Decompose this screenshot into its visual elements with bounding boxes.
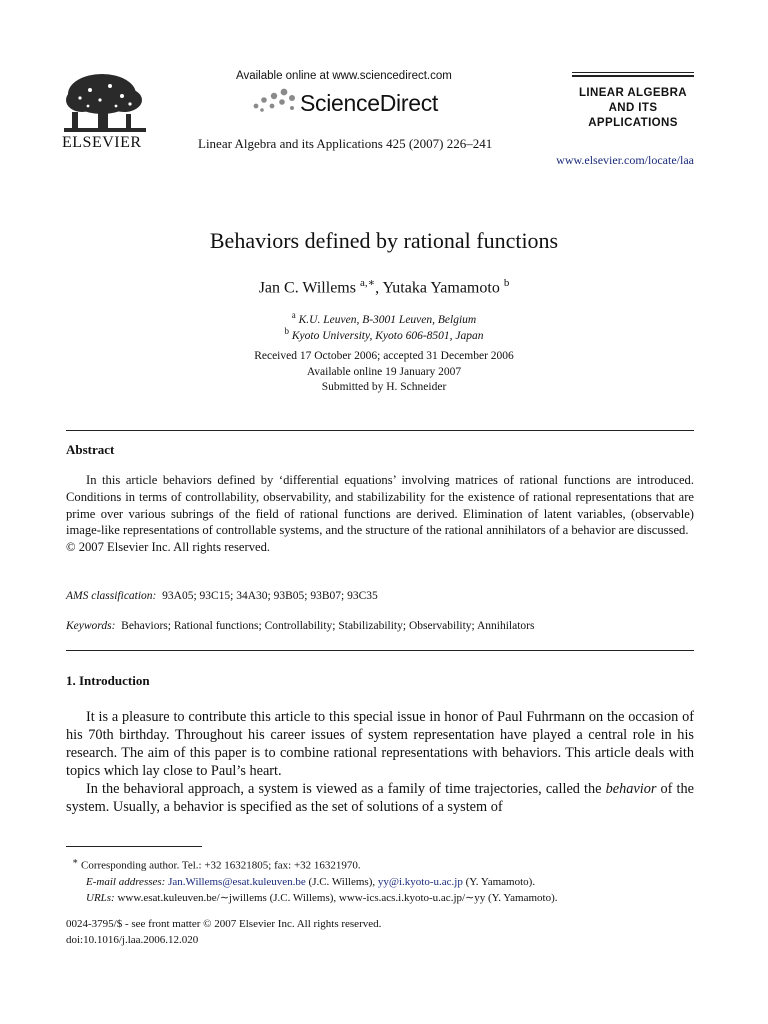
abstract-body bbox=[66, 472, 694, 556]
footnotes bbox=[66, 853, 694, 906]
author-affiliation-mark[interactable]: b bbox=[503, 277, 510, 289]
doi[interactable]: doi:10.1016/j.laa.2006.12.020 bbox=[66, 934, 199, 946]
email-link[interactable]: Jan.Willems@esat.kuleuven.be bbox=[168, 875, 306, 888]
email-owner: (J.C. Willems), bbox=[305, 875, 378, 888]
affiliation bbox=[0, 326, 768, 342]
affiliation bbox=[0, 310, 768, 326]
intro-text-run: of the system. Usually, a behavior is specified as the set of solutions of a system of bbox=[66, 781, 694, 815]
journal-logo-line-2: AND ITS bbox=[608, 102, 658, 114]
footnote-star-mark: ∗ bbox=[72, 856, 79, 866]
urls-label: URLs: bbox=[86, 891, 115, 904]
intro-paragraph bbox=[66, 780, 694, 816]
introduction-body bbox=[66, 708, 694, 816]
keywords-label: Keywords: bbox=[66, 620, 116, 632]
article-title: Behaviors defined by rational functions bbox=[209, 228, 559, 253]
abstract-heading: Abstract bbox=[66, 442, 115, 457]
author-name[interactable]: Jan C. Willems bbox=[258, 279, 356, 297]
journal-logo-rule bbox=[572, 72, 694, 73]
received-dates: Received 17 October 2006; accepted 31 December 2006 bbox=[254, 350, 514, 362]
section-heading-introduction: 1. Introduction bbox=[66, 673, 150, 688]
affiliation-mark: a bbox=[291, 310, 296, 320]
publisher-name: ELSEVIER bbox=[62, 134, 142, 151]
corresponding-author-note: Corresponding author. Tel.: +32 16321805; fax: +32 16321970. bbox=[80, 859, 361, 872]
journal-url-link[interactable]: www.elsevier.com/locate/laa bbox=[556, 153, 694, 167]
journal-logo-title bbox=[572, 86, 694, 131]
affiliation-text: K.U. Leuven, B-3001 Leuven, Belgium bbox=[298, 313, 477, 326]
author-list bbox=[0, 276, 768, 297]
ams-value: 93A05; 93C15; 34A30; 93B05; 93B07; 93C35 bbox=[162, 590, 378, 602]
journal-logo-line-3: APPLICATIONS bbox=[588, 117, 678, 129]
abstract-copyright: © 2007 Elsevier Inc. All rights reserved. bbox=[66, 540, 271, 555]
journal-logo-line-1: LINEAR ALGEBRA bbox=[578, 87, 688, 99]
email-owner: (Y. Yamamoto). bbox=[462, 875, 536, 888]
footnote-rule bbox=[66, 846, 202, 847]
sciencedirect-wordmark: ScienceDirect bbox=[300, 90, 438, 116]
front-matter-line: 0024-3795/$ - see front matter © 2007 Elsevier Inc. All rights reserved. bbox=[66, 918, 382, 930]
footnote-emails bbox=[66, 874, 694, 890]
keywords bbox=[66, 620, 534, 632]
keywords-value: Behaviors; Rational functions; Controllability; Stabilizability; Observability; Annihilators bbox=[121, 620, 535, 632]
intro-paragraph: It is a pleasure to contribute this article to this special issue in honor of Paul Fuhrmann on the occasion of his 70th birthday. Throughout his career issues of system representation have played a central role in his research. The aim of this paper is to combine rational representations with behaviors. This article deals with topics which lay close to Paul’s heart. bbox=[66, 709, 694, 779]
ams-label: AMS classification: bbox=[66, 590, 157, 602]
affiliation-mark: b bbox=[284, 326, 289, 336]
footnote-corresponding bbox=[66, 853, 694, 874]
sciencedirect-availability: Available online at www.sciencedirect.com bbox=[236, 70, 452, 82]
ams-classification bbox=[66, 590, 378, 602]
author-separator: , bbox=[375, 279, 383, 297]
author-name[interactable]: Yutaka Yamamoto bbox=[382, 279, 500, 297]
journal-citation: Linear Algebra and its Applications 425 (2007) 226–241 bbox=[198, 136, 493, 151]
journal-logo-rule-thick bbox=[572, 75, 694, 77]
email-link[interactable]: yy@i.kyoto-u.ac.jp bbox=[377, 875, 463, 888]
front-matter bbox=[66, 916, 381, 948]
section-divider bbox=[66, 650, 694, 651]
urls-value: www.esat.kuleuven.be/∼jwillems (J.C. Willems), www-ics.acs.i.kyoto-u.ac.jp/∼yy (Y. Yamamoto). bbox=[114, 891, 558, 904]
email-label: E-mail addresses: bbox=[86, 875, 166, 888]
affiliation-text: Kyoto University, Kyoto 606-8501, Japan bbox=[291, 329, 484, 342]
intro-text-run: In the behavioral approach, a system is viewed as a family of time trajectories, called the bbox=[86, 781, 606, 797]
sciencedirect-dots-icon bbox=[248, 84, 308, 114]
journal-logo bbox=[572, 72, 694, 131]
author-affiliation-mark[interactable]: a,∗ bbox=[359, 277, 376, 289]
footnote-urls bbox=[66, 890, 694, 906]
submitted-by: Submitted by H. Schneider bbox=[321, 381, 447, 393]
intro-emphasis: behavior bbox=[605, 781, 657, 797]
available-online-date: Available online 19 January 2007 bbox=[306, 366, 462, 378]
section-divider bbox=[66, 430, 694, 431]
abstract-paragraph: In this article behaviors defined by ‘differential equations’ involving matrices of rational functions are introduced. Conditions in terms of controllability, observability, and stabilizability for the existence of rational representations that are prime over various subrings of the field of rational functions are derived. Elimination of latent variables, (observable) image-like representations of controllable systems, and the structure of the rational annihilators of a behavior are discussed. bbox=[66, 473, 694, 538]
